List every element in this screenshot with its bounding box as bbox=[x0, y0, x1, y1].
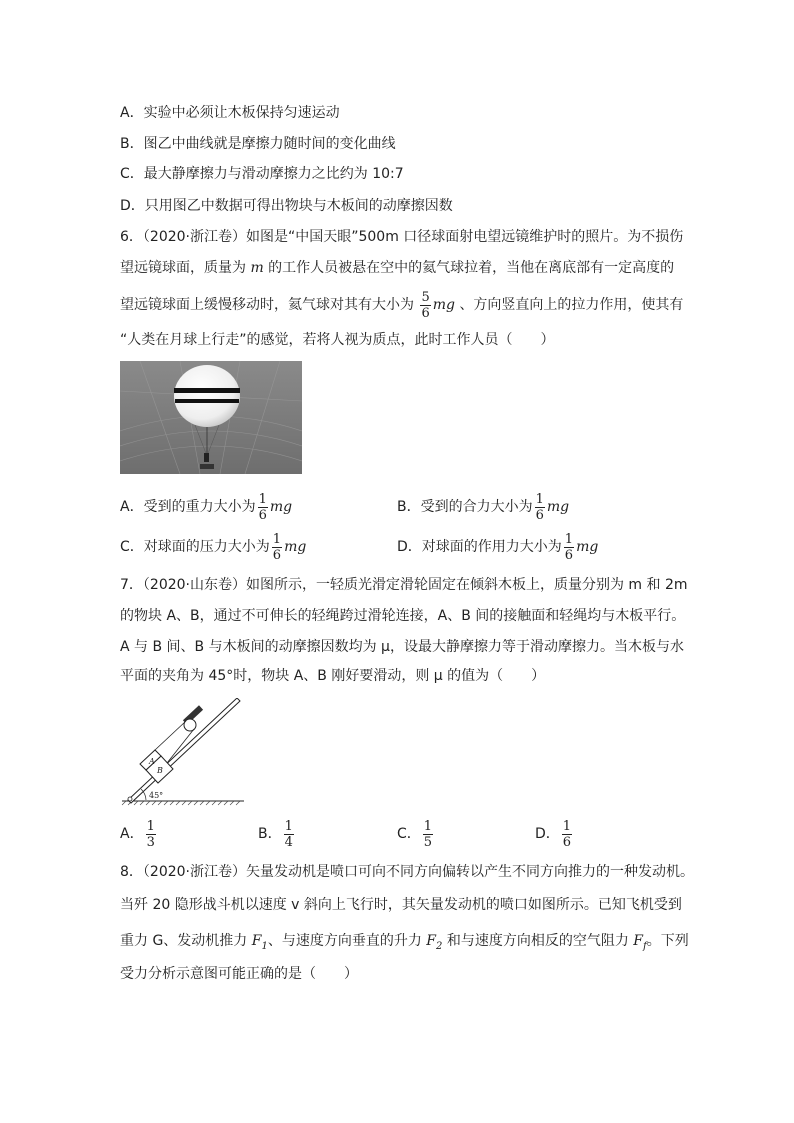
fraction-1-3: $\frac{1}{3}$ bbox=[146, 818, 155, 850]
q6-stem-line2: 望远镜球面，质量为 m 的工作人员被悬在空中的氦气球拉着，当他在离底部有一定高度的 bbox=[120, 260, 675, 276]
q8-stem-line1: 8．（2020·浙江卷）矢量发动机是喷口可向不同方向偏转以产生不同方向推力的一种发动机。 bbox=[120, 864, 694, 880]
fraction-1-5: $\frac{1}{5}$ bbox=[423, 818, 433, 850]
label-block-a: A bbox=[149, 757, 155, 766]
q8-stem-line3: 重力 G、发动机推力 $F_1$、与速度方向垂直的升力 $F_2$ 和与速度方向相反的空气阻力 $F_f$。下列 bbox=[120, 933, 689, 952]
q7-stem-line1: 7．（2020·山东卷）如图所示，一轻质光滑定滑轮固定在倾斜木板上，质量分别为 m 和 2m bbox=[120, 577, 688, 593]
q7-stem-line4: 平面的夹角为 45°时，物块 A、B 刚好要滑动，则 μ 的值为（ ） bbox=[120, 668, 546, 684]
q6-option-a: A．受到的重力大小为 $\frac{1}{6}$ mg bbox=[120, 491, 293, 523]
q7-stem-line3: A 与 B 间、B 与木板间的动摩擦因数均为 μ，设最大静摩擦力等于滑动摩擦力。当木板与水 bbox=[120, 639, 684, 655]
fraction-1-6: $\frac{1}{6}$ bbox=[535, 491, 544, 523]
q6-stem-line4: “人类在月球上行走”的感觉，若将人视为质点，此时工作人员（ ） bbox=[120, 332, 555, 348]
q5-option-d: D．只用图乙中数据可得出物块与木板间的动摩擦因数 bbox=[120, 198, 453, 214]
q8-stem-line4: 受力分析示意图可能正确的是（ ） bbox=[120, 966, 358, 982]
fraction-1-6: $\frac{1}{6}$ bbox=[272, 531, 282, 563]
fraction-1-6: $\frac{1}{6}$ bbox=[258, 491, 267, 523]
q6-stem-line1: 6．（2020·浙江卷）如图是“中国天眼”500m 口径球面射电望远镜维护时的照片。为不损伤 bbox=[120, 229, 684, 245]
q5-option-c: C．最大静摩擦力与滑动摩擦力之比约为 10:7 bbox=[120, 166, 404, 182]
q6-stem-line3: 望远镜球面上缓慢移动时，氦气球对其有大小为 $\frac{5}{6}$ mg 、方向竖直向上的拉力作用，使其有 bbox=[120, 289, 684, 321]
label-block-b: B bbox=[157, 766, 163, 775]
q7-stem-line2: 的物块 A、B，通过不可伸长的轻绳跨过滑轮连接，A、B 间的接触面和轻绳均与木板平行。 bbox=[120, 608, 686, 624]
q6-option-c: C．对球面的压力大小为 $\frac{1}{6}$ mg bbox=[120, 531, 307, 563]
q7-option-d: D． $\frac{1}{6}$ bbox=[535, 818, 572, 850]
angle-label: 45° bbox=[149, 791, 164, 800]
q6-option-d: D．对球面的作用力大小为 $\frac{1}{6}$ mg bbox=[397, 531, 599, 563]
q6-option-b: B．受到的合力大小为 $\frac{1}{6}$ mg bbox=[397, 491, 570, 523]
q6-balloon-photo bbox=[120, 361, 302, 474]
q7-option-a: A． $\frac{1}{3}$ bbox=[120, 818, 155, 850]
q8-stem-line2: 当歼 20 隐形战斗机以速度 v 斜向上飞行时，其矢量发动机的喷口如图所示。已知飞机受到 bbox=[120, 897, 682, 913]
var-m: m bbox=[250, 260, 264, 276]
fraction-5-6: $\frac{5}{6}$ bbox=[421, 289, 430, 321]
q7-option-c: C． $\frac{1}{5}$ bbox=[397, 818, 433, 850]
fraction-1-6: $\frac{1}{6}$ bbox=[564, 531, 574, 563]
fraction-1-4: $\frac{1}{4}$ bbox=[284, 818, 293, 850]
q7-option-b: B． $\frac{1}{4}$ bbox=[258, 818, 293, 850]
fraction-1-6: $\frac{1}{6}$ bbox=[562, 818, 572, 850]
q5-option-b: B．图乙中曲线就是摩擦力随时间的变化曲线 bbox=[120, 136, 396, 152]
q7-incline-figure bbox=[118, 698, 248, 806]
q5-option-a: A．实验中必须让木板保持匀速运动 bbox=[120, 105, 340, 121]
